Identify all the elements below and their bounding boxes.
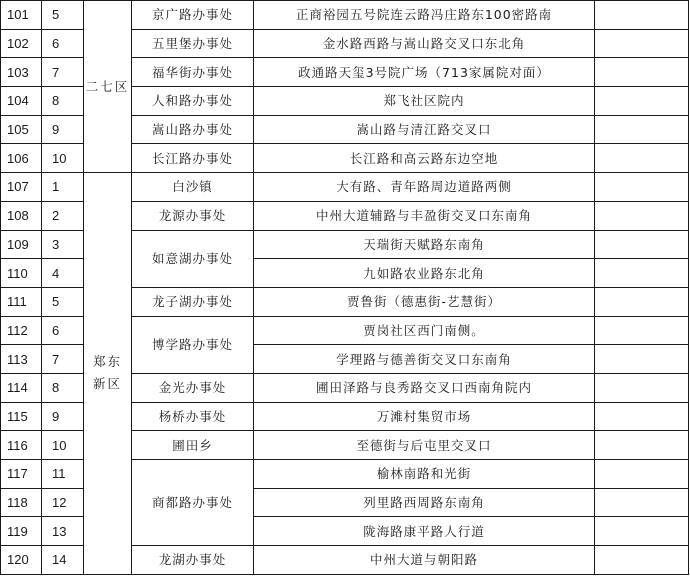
location-address: 中州大道与朝阳路 xyxy=(254,546,595,575)
office-name: 博学路办事处 xyxy=(132,316,254,373)
empty-cell xyxy=(595,87,689,116)
office-name: 福华街办事处 xyxy=(132,58,254,87)
row-number: 115 xyxy=(1,402,42,431)
location-address: 郑飞社区院内 xyxy=(254,87,595,116)
location-address: 嵩山路与清江路交叉口 xyxy=(254,115,595,144)
location-address: 列里路西周路东南角 xyxy=(254,488,595,517)
district-sub-number: 1 xyxy=(42,173,84,202)
office-name: 圃田乡 xyxy=(132,431,254,460)
location-address: 中州大道辅路与丰盈街交叉口东南角 xyxy=(254,201,595,230)
empty-cell xyxy=(595,546,689,575)
empty-cell xyxy=(595,173,689,202)
district-sub-number: 7 xyxy=(42,345,84,374)
location-address: 金水路西路与嵩山路交叉口东北角 xyxy=(254,29,595,58)
row-number: 106 xyxy=(1,144,42,173)
location-address: 正商裕园五号院连云路冯庄路东100密路南 xyxy=(254,1,595,30)
empty-cell xyxy=(595,316,689,345)
empty-cell xyxy=(595,58,689,87)
location-address: 学理路与德善街交叉口东南角 xyxy=(254,345,595,374)
district-sub-number: 13 xyxy=(42,517,84,546)
row-number: 120 xyxy=(1,546,42,575)
office-name: 龙湖办事处 xyxy=(132,546,254,575)
office-name: 白沙镇 xyxy=(132,173,254,202)
row-number: 102 xyxy=(1,29,42,58)
table-body xyxy=(1,1,689,575)
location-address: 万滩村集贸市场 xyxy=(254,402,595,431)
office-name: 京广路办事处 xyxy=(132,1,254,30)
district-sub-number: 6 xyxy=(42,316,84,345)
district-sub-number: 4 xyxy=(42,259,84,288)
empty-cell xyxy=(595,431,689,460)
location-address: 大有路、青年路周边道路两侧 xyxy=(254,173,595,202)
location-address: 九如路农业路东北角 xyxy=(254,259,595,288)
district-sub-number: 11 xyxy=(42,460,84,489)
row-number: 111 xyxy=(1,287,42,316)
location-address: 至德街与后屯里交叉口 xyxy=(254,431,595,460)
row-number: 104 xyxy=(1,87,42,116)
office-name: 嵩山路办事处 xyxy=(132,115,254,144)
empty-cell xyxy=(595,144,689,173)
empty-cell xyxy=(595,115,689,144)
location-address: 天瑞街天赋路东南角 xyxy=(254,230,595,259)
office-name: 如意湖办事处 xyxy=(132,230,254,287)
empty-cell xyxy=(595,29,689,58)
location-address: 榆林南路和光街 xyxy=(254,460,595,489)
row-number: 105 xyxy=(1,115,42,144)
district-sub-number: 3 xyxy=(42,230,84,259)
district-sub-number: 5 xyxy=(42,287,84,316)
empty-cell xyxy=(595,488,689,517)
district-sub-number: 8 xyxy=(42,373,84,402)
empty-cell xyxy=(595,201,689,230)
office-name: 金光办事处 xyxy=(132,373,254,402)
row-number: 117 xyxy=(1,460,42,489)
office-name: 人和路办事处 xyxy=(132,87,254,116)
row-number: 119 xyxy=(1,517,42,546)
row-number: 116 xyxy=(1,431,42,460)
row-number: 118 xyxy=(1,488,42,517)
empty-cell xyxy=(595,259,689,288)
row-number: 107 xyxy=(1,173,42,202)
district-name: 郑东新区 xyxy=(84,173,132,575)
district-name: 二七区 xyxy=(84,1,132,173)
district-sub-number: 12 xyxy=(42,488,84,517)
location-address: 贾岗社区西门南侧。 xyxy=(254,316,595,345)
row-number: 113 xyxy=(1,345,42,374)
empty-cell xyxy=(595,230,689,259)
row-number: 108 xyxy=(1,201,42,230)
office-name: 龙子湖办事处 xyxy=(132,287,254,316)
empty-cell xyxy=(595,345,689,374)
office-name: 龙源办事处 xyxy=(132,201,254,230)
location-address: 圃田泽路与良秀路交叉口西南角院内 xyxy=(254,373,595,402)
office-name: 杨桥办事处 xyxy=(132,402,254,431)
row-number: 101 xyxy=(1,1,42,30)
row-number: 110 xyxy=(1,259,42,288)
row-number: 112 xyxy=(1,316,42,345)
office-name: 商都路办事处 xyxy=(132,460,254,546)
district-sub-number: 9 xyxy=(42,402,84,431)
location-address: 政通路天玺3号院广场（713家属院对面） xyxy=(254,58,595,87)
row-number: 103 xyxy=(1,58,42,87)
empty-cell xyxy=(595,517,689,546)
district-sub-number: 5 xyxy=(42,1,84,30)
office-name: 五里堡办事处 xyxy=(132,29,254,58)
district-sub-number: 6 xyxy=(42,29,84,58)
district-sub-number: 14 xyxy=(42,546,84,575)
location-address: 长江路和高云路东边空地 xyxy=(254,144,595,173)
empty-cell xyxy=(595,373,689,402)
row-number: 114 xyxy=(1,373,42,402)
district-sub-number: 10 xyxy=(42,144,84,173)
empty-cell xyxy=(595,460,689,489)
district-sub-number: 2 xyxy=(42,201,84,230)
row-number: 109 xyxy=(1,230,42,259)
district-sub-number: 10 xyxy=(42,431,84,460)
district-sub-number: 9 xyxy=(42,115,84,144)
table-row xyxy=(1,173,689,202)
empty-cell xyxy=(595,1,689,30)
district-sub-number: 7 xyxy=(42,58,84,87)
location-address: 贾鲁街（德惠街-艺慧街） xyxy=(254,287,595,316)
office-name: 长江路办事处 xyxy=(132,144,254,173)
empty-cell xyxy=(595,287,689,316)
empty-cell xyxy=(595,402,689,431)
table-row xyxy=(1,1,689,30)
district-sub-number: 8 xyxy=(42,87,84,116)
location-address: 陇海路康平路人行道 xyxy=(254,517,595,546)
